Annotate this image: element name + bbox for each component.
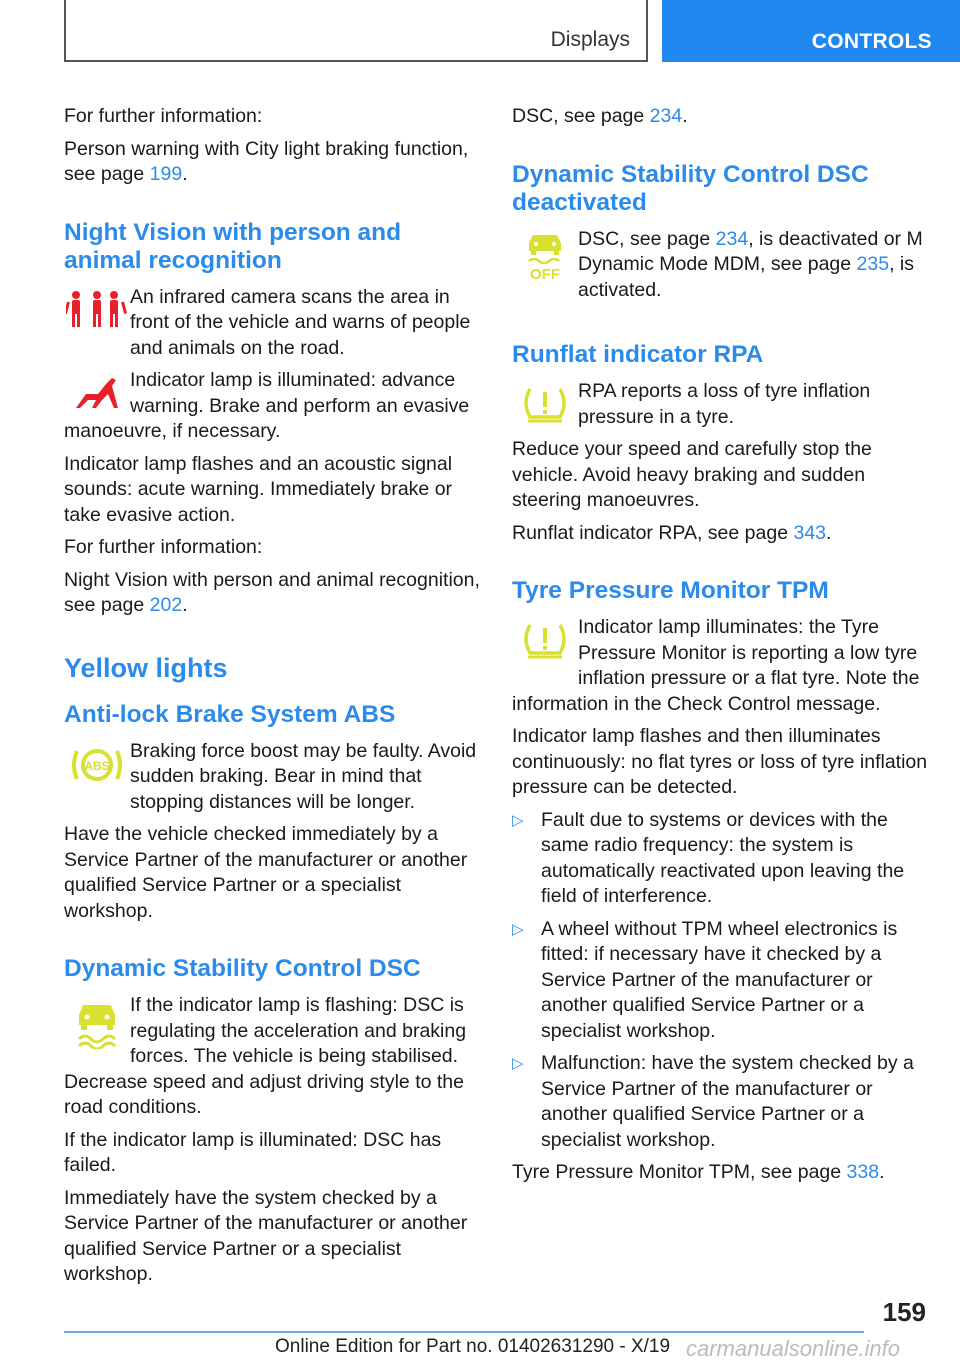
tpm-block	[512, 615, 928, 724]
list-item: ▷ A wheel without TPM wheel electronics is fitted: if necessary have it checked by a Service Partner of the manufacturer or another qualified Service Partner or a specialist workshop.	[512, 917, 898, 1042]
page-link[interactable]: 234	[649, 105, 683, 127]
rpa-p1: RPA reports a loss of tyre inflation pressure in a tyre.	[578, 380, 871, 428]
tpm-p1: Indicator lamp illuminates: the Tyre Pressure Monitor is reporting a low tyre inflation pressure or a flat tyre. Note the information in the Check Control message.	[512, 616, 920, 715]
tpm-p3: Tyre Pressure Monitor TPM, see page 338.	[512, 1161, 885, 1183]
night-vision-heading: Night Vision with person and animal recognition	[64, 218, 402, 274]
page-link[interactable]: 199	[149, 163, 183, 185]
dsc-intro: DSC, see page 234.	[512, 105, 688, 127]
night-vision-p1: An infrared camera scans the area in front of the vehicle and warns of people and animals on the road.	[130, 285, 471, 359]
animal-warning-icon	[64, 368, 130, 418]
triangle-bullet-icon: ▷	[512, 1055, 524, 1072]
triangle-bullet-icon: ▷	[512, 811, 524, 829]
page-number: 159	[882, 1297, 926, 1327]
abs-block	[64, 739, 480, 823]
tyre-pressure-icon	[512, 615, 578, 691]
watermark: carmanualsonline.info	[686, 1336, 901, 1361]
night-vision-p3: Indicator lamp flashes and an acoustic signal sounds: acute warning. Immediately brake or take evasive action.	[64, 452, 453, 526]
rpa-heading: Runflat indicator RPA	[512, 341, 764, 368]
night-vision-p2: Indicator lamp is illuminated: advance warning. Brake and perform an evasive manoeuvre, if necessary.	[64, 369, 470, 442]
dsc-off-heading: Dynamic Stability Control DSC deactivated	[512, 160, 869, 216]
svg-text:ABS: ABS	[84, 758, 110, 773]
triangle-bullet-icon: ▷	[512, 920, 524, 938]
page-link[interactable]: 234	[715, 227, 749, 250]
dsc-p1: If the indicator lamp is flashing: DSC is regulating the acceleration and braking forces. The vehicle is being stabilised. Decrease speed and adjust driving style to the road conditions.	[64, 994, 467, 1118]
night-vision-p4: For further information:	[64, 536, 263, 558]
header-section-title: Displays	[550, 28, 630, 51]
list-item: ▷ Fault due to systems or devices with the same radio frequency: the system is automatically reactivated upon leaving the field of interference.	[512, 808, 905, 907]
dsc-p3: Immediately have the system checked by a Service Partner of the manufacturer or another qualified Service Partner or a specialist workshop.	[64, 1186, 468, 1285]
dsc-p2: If the indicator lamp is illuminated: DSC has failed.	[64, 1128, 442, 1176]
header-section-box	[64, 0, 648, 62]
dsc-block	[64, 993, 480, 1128]
dsc-off-icon	[512, 227, 578, 303]
footer-edition: Online Edition for Part no. 01402631290 - X/19	[275, 1336, 671, 1357]
night-vision-block	[64, 285, 480, 369]
intro-further-info: For further information:	[64, 105, 263, 127]
night-vision-p5: Night Vision with person and animal recognition, see page 202.	[64, 568, 480, 616]
page-link[interactable]: 202	[149, 594, 183, 616]
intro-person-warning: Person warning with City light braking function, see page 199.	[64, 137, 469, 185]
svg-text:OFF: OFF	[530, 265, 560, 283]
yellow-lights-heading: Yellow lights	[64, 652, 228, 683]
dsc-off-text: DSC, see page 234, is deactivated or M Dynamic Mode MDM, see page 235, is activated.	[578, 227, 923, 301]
page-link[interactable]: 338	[846, 1161, 880, 1183]
header-chapter-tab	[662, 0, 960, 62]
list-item: ▷ Malfunction: have the system checked by a Service Partner of the manufacturer or another qualified Service Partner or a specialist workshop.	[512, 1052, 914, 1151]
rpa-p2: Reduce your speed and carefully stop the vehicle. Avoid heavy braking and sudden steering manoeuvres.	[512, 438, 872, 511]
page-link[interactable]: 235	[856, 253, 890, 275]
dsc-heading: Dynamic Stability Control DSC	[64, 955, 421, 982]
footer-divider	[64, 1331, 864, 1333]
tpm-p2: Indicator lamp flashes and then illuminates continuously: no flat tyres or loss of tyre inflation pressure can be detected.	[512, 725, 928, 798]
dsc-icon	[64, 993, 130, 1069]
header-chapter-title: CONTROLS	[811, 30, 932, 53]
tpm-bullet-list	[512, 808, 928, 1154]
tyre-warning-icon	[512, 379, 578, 429]
abs-p1: Braking force boost may be faulty. Avoid sudden braking. Bear in mind that stopping distances will be longer.	[130, 739, 477, 813]
left-column	[64, 104, 480, 1295]
people-warning-icon	[64, 285, 130, 361]
dsc-off-block	[512, 227, 928, 311]
night-vision-animal-block	[64, 368, 480, 452]
rpa-p3: Runflat indicator RPA, see page 343.	[512, 521, 832, 544]
rpa-block	[512, 379, 928, 437]
right-column	[512, 104, 928, 1193]
abs-p2: Have the vehicle checked immediately by a Service Partner of the manufacturer or another qualified Service Partner or a specialist workshop.	[64, 823, 468, 922]
abs-icon	[64, 739, 130, 815]
tpm-heading: Tyre Pressure Monitor TPM	[512, 577, 829, 604]
abs-heading: Anti-lock Brake System ABS	[64, 700, 396, 728]
page-link[interactable]: 343	[793, 521, 827, 544]
